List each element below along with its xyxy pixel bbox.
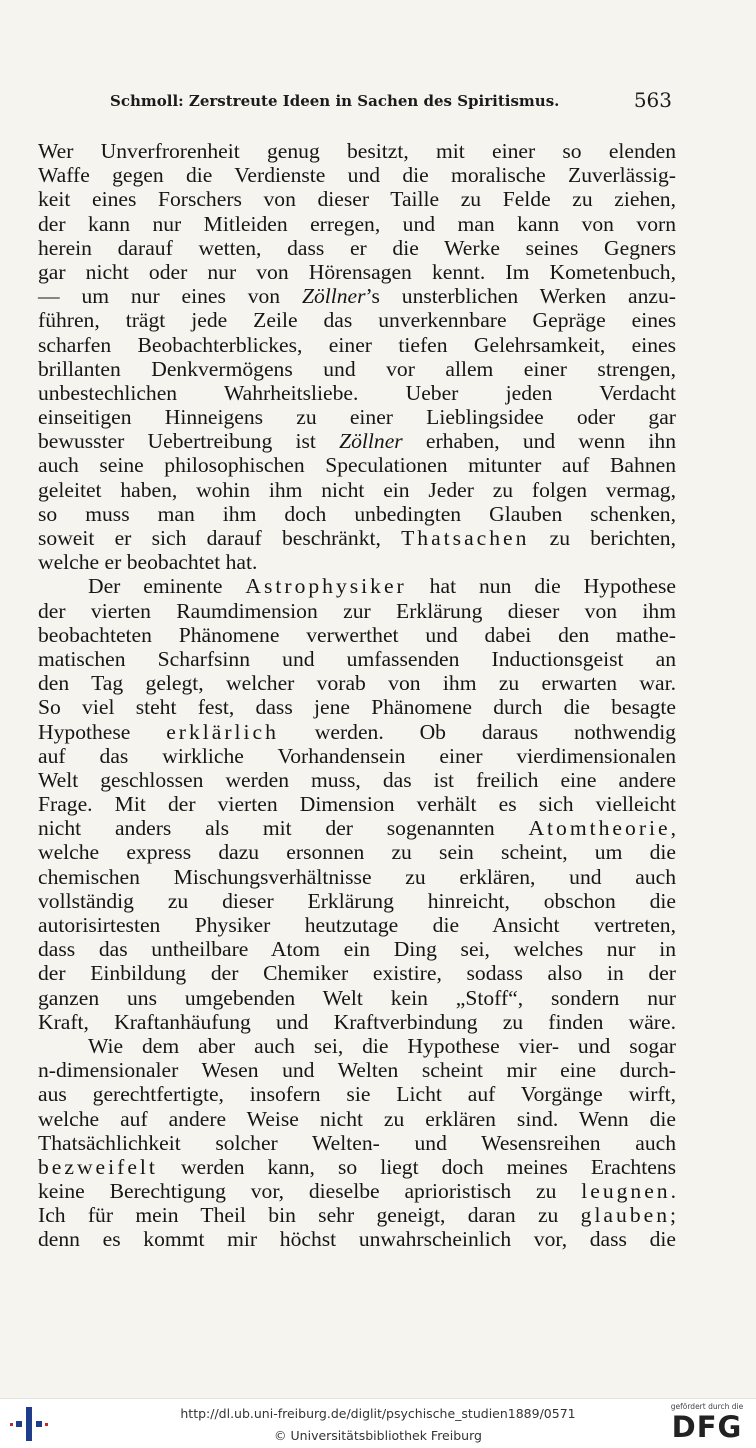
text-line [38, 308, 676, 332]
spaced-emphasis: Astrophysiker [245, 574, 407, 599]
text-line [38, 1155, 676, 1179]
text-run: erhaben, und wenn ihn [402, 429, 676, 454]
text-line [38, 357, 676, 381]
text-run: scharfen Beobachterblickes, einer tiefen Gelehrsamkeit, eines [38, 332, 676, 357]
text-run: ’s unsterblichen Werken anzu- [365, 284, 676, 309]
italic-name: Zöllner [301, 284, 366, 309]
text-run: So viel steht fest, dass jene Phänomene durch die besagte [38, 695, 676, 720]
text-line [38, 381, 676, 405]
text-line [38, 333, 676, 357]
permalink-link[interactable]: http://dl.ub.uni-freiburg.de/diglit/psychische_studien1889/0571 [180, 1406, 576, 1421]
text-line [38, 187, 676, 211]
text-line [38, 212, 676, 236]
text-run: gar nicht oder nur von Hörensagen kennt. Im Kometenbuch, [38, 259, 676, 284]
dfg-funding-note: gefördert durch die [670, 1402, 744, 1411]
text-run: dass das untheilbare Atom ein Ding sei, welches nur in [38, 937, 676, 962]
text-line [38, 1010, 676, 1034]
text-line [38, 961, 676, 985]
text-line [38, 840, 676, 864]
running-title: Schmoll: Zerstreute Ideen in Sachen des Spiritismus. [110, 92, 560, 110]
text-line [38, 1179, 676, 1203]
text-line [38, 937, 676, 961]
text-run: autorisirtesten Physiker heutzutage die Ansicht vertreten, [38, 913, 676, 937]
text-run: ; [670, 1203, 676, 1228]
text-run: der vierten Raumdimension zur Erklärung dieser von ihm [38, 598, 676, 623]
spaced-emphasis: glauben [580, 1203, 670, 1228]
text-run: werden. Ob daraus nothwendig [278, 719, 676, 744]
text-line [38, 1131, 676, 1155]
text-line [38, 453, 676, 477]
text-run: Wie dem aber auch sei, die Hypothese vier- und sogar [88, 1033, 676, 1058]
text-run: ganzen uns umgebenden Welt kein „Stoff“, sondern nur [38, 985, 676, 1010]
text-run: aus gerechtfertigte, insofern sie Licht auf Vorgänge wirft, [38, 1082, 676, 1107]
text-line [38, 1034, 676, 1058]
text-line [38, 986, 676, 1010]
text-run: welche auf andere Weise nicht zu erklären sind. Wenn die [38, 1106, 676, 1131]
text-run: chemischen Mischungsverhältnisse zu erklären, und auch [38, 864, 676, 889]
text-run: bewusster Uebertreibung ist [38, 429, 340, 454]
text-line [38, 768, 676, 792]
text-line [38, 1227, 676, 1251]
text-line [38, 429, 676, 453]
text-line [38, 1203, 676, 1227]
text-run: vollständig zu dieser Erklärung hinreicht, obschon die [38, 888, 676, 913]
text-run: Welt geschlossen werden muss, das ist freilich eine andere [38, 767, 676, 792]
text-run: soweit er sich darauf beschränkt, [38, 526, 402, 550]
text-line [38, 502, 676, 526]
text-line [38, 284, 676, 308]
text-line [38, 889, 676, 913]
text-run: Thatsächlichkeit solcher Welten- und Wesensreihen auch [38, 1130, 676, 1155]
page-number: 563 [633, 88, 672, 112]
text-line [38, 623, 676, 647]
copyright-notice: © Universitätsbibliothek Freiburg [274, 1428, 482, 1443]
dfg-logo [666, 1402, 748, 1446]
text-run: Der eminente [88, 574, 246, 599]
text-run: herein darauf wetten, dass er die Werke seines Gegners [38, 235, 676, 260]
text-run: welche er beobachtet hat. [38, 550, 258, 575]
text-run: denn es kommt mir höchst unwahrscheinlich vor, dass die [38, 1227, 676, 1252]
text-run: Ich für mein Theil bin sehr geneigt, daran zu [38, 1203, 581, 1228]
text-run: der Einbildung der Chemiker existire, sodass also in der [38, 961, 676, 986]
viewer-footer [0, 1398, 756, 1448]
text-line [38, 913, 676, 937]
text-line [38, 720, 676, 744]
body-text [38, 139, 676, 1252]
text-run: zu berichten, [529, 526, 676, 550]
text-run: — um nur eines von [38, 284, 302, 309]
text-run: keit eines Forschers von dieser Taille zu Felde zu ziehen, [38, 187, 676, 212]
text-run: hat nun die Hypothese [406, 574, 676, 599]
text-line [38, 647, 676, 671]
text-run: so muss man ihm doch unbedingten Glauben schenken, [38, 501, 676, 526]
text-line [38, 599, 676, 623]
page-header [38, 88, 676, 116]
text-line [38, 405, 676, 429]
text-run: Waffe gegen die Verdienste und die moralische Zuverlässig- [38, 163, 676, 188]
text-run: Hypothese [38, 719, 167, 744]
text-run: n-dimensionaler Wesen und Welten scheint mir eine durch- [38, 1058, 676, 1083]
text-run: den Tag gelegt, welcher vorab von ihm zu erwarten war. [38, 671, 676, 696]
italic-name: Zöllner [339, 429, 403, 454]
spaced-emphasis: erklärlich [166, 719, 279, 744]
text-line [38, 139, 676, 163]
text-line [38, 744, 676, 768]
spaced-emphasis: Atomtheorie [528, 816, 671, 841]
text-run: . [670, 1179, 676, 1204]
text-line [38, 865, 676, 889]
text-run: matischen Scharfsinn und umfassenden Inductionsgeist an [38, 646, 676, 671]
text-line [38, 695, 676, 719]
text-line [38, 478, 676, 502]
text-line [38, 1082, 676, 1106]
text-run: keine Berechtigung vor, dieselbe aprioristisch zu [38, 1179, 582, 1204]
text-line [38, 236, 676, 260]
text-run: der kann nur Mitleiden erregen, und man kann von vorn [38, 211, 676, 236]
text-run: auch seine philosophischen Speculationen mitunter auf Bahnen [38, 453, 676, 478]
text-run: auf das wirkliche Vorhandensein einer vierdimensionalen [38, 743, 676, 768]
text-run: , [670, 816, 676, 841]
text-run: welche express dazu ersonnen zu sein scheint, um die [38, 840, 676, 865]
text-line [38, 163, 676, 187]
text-run: nicht anders als mit der sogenannten [38, 816, 529, 841]
text-line [38, 260, 676, 284]
text-line [38, 526, 676, 550]
text-line [38, 792, 676, 816]
text-run: werden kann, so liegt doch meines Erachtens [157, 1154, 676, 1179]
text-line [38, 1058, 676, 1082]
text-run: brillanten Denkvermögens und vor allem einer strengen, [38, 356, 676, 381]
text-run: einseitigen Hinneigens zu einer Lieblingsidee oder gar [38, 405, 676, 430]
text-run: Kraft, Kraftanhäufung und Kraftverbindung zu finden wäre. [38, 1009, 676, 1034]
text-run: unbestechlichen Wahrheitsliebe. Ueber jeden Verdacht [38, 380, 676, 405]
text-line [38, 574, 676, 598]
text-line [38, 671, 676, 695]
text-run: führen, trägt jede Zeile das unverkennbare Gepräge eines [38, 308, 676, 333]
spaced-emphasis: leugnen [581, 1179, 671, 1204]
spaced-emphasis: Thatsachen [401, 526, 530, 550]
dfg-wordmark: DFG [671, 1410, 743, 1444]
text-run: beobachteten Phänomene verwerthet und dabei den mathe- [38, 622, 676, 647]
text-run: Frage. Mit der vierten Dimension verhält es sich vielleicht [38, 792, 676, 817]
text-run: geleitet haben, wohin ihm nicht ein Jeder zu folgen vermag, [38, 477, 676, 502]
text-run: Wer Unverfrorenheit genug besitzt, mit einer so elenden [38, 139, 676, 163]
spaced-emphasis: bezweifelt [38, 1154, 158, 1179]
text-line [38, 816, 676, 840]
text-line [38, 550, 676, 574]
text-line [38, 1107, 676, 1131]
